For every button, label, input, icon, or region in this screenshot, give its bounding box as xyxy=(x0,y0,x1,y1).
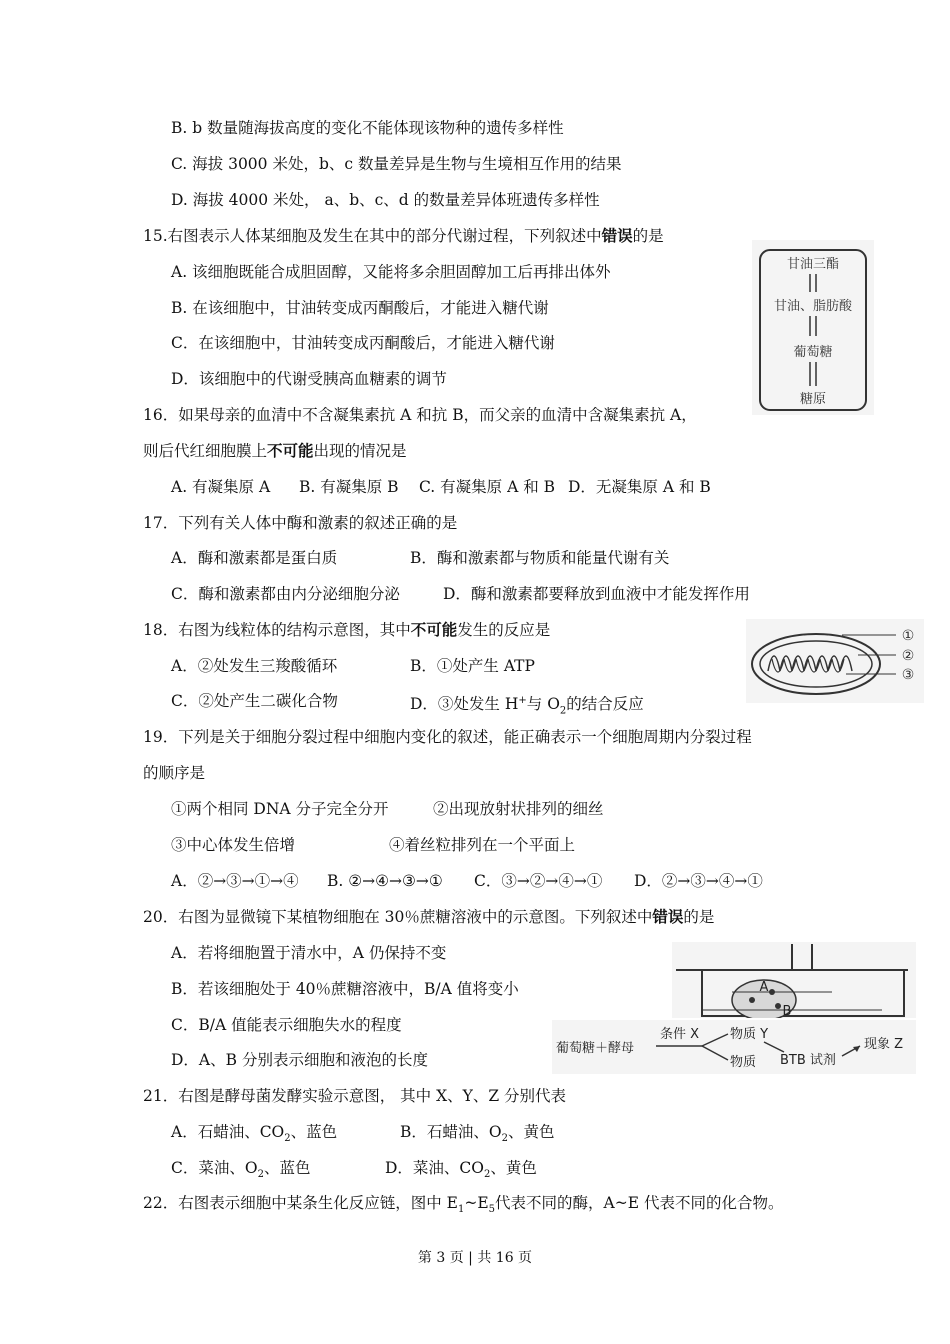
q21-option-a-sub: 2 xyxy=(284,1133,291,1145)
q20-option-b: B．若该细胞处于 40％蔗糖溶液中，B/A 值将变小 xyxy=(171,980,519,998)
q15-stem xyxy=(143,226,664,246)
q21-option-c xyxy=(171,1158,310,1185)
q17-option-a: A．酶和激素都是蛋白质 xyxy=(171,549,338,567)
q18-option-b: B．①处产生 ATP xyxy=(410,657,535,675)
q18-option-d-sup: + xyxy=(518,695,527,706)
q18-stem xyxy=(143,620,550,640)
q20-stem xyxy=(143,907,714,927)
q19-item-1: ①两个相同 DNA 分子完全分开 xyxy=(171,800,389,818)
q19-stem-line2: 的顺序是 xyxy=(143,764,206,782)
q20-option-a: A．若将细胞置于清水中，A 仍保持不变 xyxy=(171,944,447,962)
q16-option-c: C. 有凝集原 A 和 B xyxy=(419,478,556,496)
q15-fig-glucose: 葡萄糖 xyxy=(793,345,833,360)
q20-stem-tail: 的是 xyxy=(683,908,715,926)
q21-option-d-tail: 、黄色 xyxy=(490,1159,537,1177)
q18-stem-tail: 发生的反应是 xyxy=(457,621,551,639)
q14-option-b: B. b 数量随海拔高度的变化不能体现该物种的遗传多样性 xyxy=(171,119,564,137)
q18-option-d-sub: 2 xyxy=(559,705,567,717)
q18-option-d-mid: 与 O xyxy=(526,695,560,714)
q18-option-d-text: D．③处发生 H xyxy=(410,695,519,714)
q14-option-d: D. 海拔 4000 米处， a、b、c、d 的数量差异体班遗传多样性 xyxy=(171,191,600,209)
q18-fig-marker-3: ③ xyxy=(901,667,915,683)
q21-option-d-text: D．菜油、CO xyxy=(385,1159,484,1177)
q21-option-c-tail: 、蓝色 xyxy=(263,1159,311,1177)
q15-option-c: C．在该细胞中，甘油转变成丙酮酸后，才能进入糖代谢 xyxy=(171,334,555,352)
q21-option-c-sub: 2 xyxy=(257,1169,264,1181)
q16-stem-line2 xyxy=(143,441,407,461)
q20-fig-label-b: B xyxy=(782,1004,792,1018)
q21-option-c-text: C．菜油、O xyxy=(171,1159,258,1177)
q20-stem-emphasis: 错误 xyxy=(652,908,684,926)
q22-stem-text: 22．右图表示细胞中某条生化反应链，图中 E xyxy=(143,1194,458,1212)
q21-option-b xyxy=(400,1122,555,1149)
q20-stem-text: 20．右图为显微镜下某植物细胞在 30％蔗糖溶液中的示意图。下列叙述中 xyxy=(143,908,653,926)
q22-stem-mid: ~E xyxy=(464,1194,489,1212)
q21-stem: 21．右图是酵母菌发酵实验示意图， 其中 X、Y、Z 分别代表 xyxy=(143,1087,567,1105)
q21-fig-substance: 物质 xyxy=(730,1055,757,1070)
q19-item-3: ③中心体发生倍增 xyxy=(171,836,296,854)
q16-stem-tail: 出现的情况是 xyxy=(313,442,407,460)
q16-option-d: D．无凝集原 A 和 B xyxy=(568,478,711,496)
q21-fig-condition: 条件 X xyxy=(660,1027,700,1042)
q18-option-a: A．②处发生三羧酸循环 xyxy=(171,657,338,675)
q21-option-b-sub: 2 xyxy=(501,1133,508,1145)
q15-stem-text: 15.右图表示人体某细胞及发生在其中的部分代谢过程，下列叙述中 xyxy=(143,227,602,245)
q21-option-d xyxy=(385,1158,537,1185)
q18-fig-marker-2: ② xyxy=(901,648,915,664)
q21-fig-result: 现象 Z xyxy=(864,1037,904,1052)
q18-option-c: C．②处产生二碳化合物 xyxy=(171,692,338,710)
q18-fig-marker-1: ① xyxy=(901,628,915,644)
q22-sub-2: 5 xyxy=(488,1204,496,1216)
q19-item-2: ②出现放射状排列的细丝 xyxy=(433,800,604,818)
q21-fig-start: 葡萄糖＋酵母 xyxy=(556,1041,635,1056)
q15-fig-triglyceride: 甘油三酯 xyxy=(786,257,840,272)
q16-stem-line1: 16．如果母亲的血清中不含凝集素抗 A 和抗 B，而父亲的血清中含凝集素抗 A， xyxy=(143,406,697,424)
q16-option-b: B. 有凝集原 B xyxy=(299,478,399,496)
q21-fig-substance-y: 物质 Y xyxy=(730,1027,769,1042)
q15-option-b: B. 在该细胞中，甘油转变成丙酮酸后，才能进入糖代谢 xyxy=(171,299,549,317)
q21-fermentation-figure xyxy=(552,1020,916,1074)
q16-stem-emphasis: 不可能 xyxy=(267,442,314,460)
q15-stem-emphasis: 错误 xyxy=(601,227,633,245)
q19-option-b: B. ②→④→③→① xyxy=(327,872,443,890)
q22-sub-1: 1 xyxy=(457,1204,465,1216)
q20-option-c: C．B/A 值能表示细胞失水的程度 xyxy=(171,1016,402,1034)
q15-option-d: D．该细胞中的代谢受胰高血糖素的调节 xyxy=(171,370,447,388)
q20-plant-cell-figure xyxy=(672,942,916,1018)
q19-option-d: D．②→③→④→① xyxy=(634,872,763,890)
q17-stem: 17．下列有关人体中酶和激素的叙述正确的是 xyxy=(143,514,458,532)
q21-option-d-sub: 2 xyxy=(484,1169,491,1181)
q19-option-a: A．②→③→①→④ xyxy=(171,872,299,890)
q20-fig-label-a: A xyxy=(759,980,769,995)
q19-item-4: ④着丝粒排列在一个平面上 xyxy=(389,836,576,854)
q18-option-d-tail: 的结合反应 xyxy=(566,695,644,714)
q21-option-a-text: A．石蜡油、CO xyxy=(171,1123,285,1141)
q15-option-a: A. 该细胞既能合成胆固醇，又能将多余胆固醇加工后再排出体外 xyxy=(171,263,611,281)
q22-stem-tail: 代表不同的酶，A~E 代表不同的化合物。 xyxy=(495,1194,784,1212)
q21-option-b-text: B．石蜡油、O xyxy=(400,1123,502,1141)
q21-option-a xyxy=(171,1122,337,1149)
q15-metabolism-figure xyxy=(752,240,874,415)
q19-option-c: C．③→②→④→① xyxy=(474,872,603,890)
q21-option-a-tail: 、蓝色 xyxy=(290,1123,338,1141)
q18-mitochondrion-figure xyxy=(746,619,924,703)
q22-stem xyxy=(143,1193,783,1220)
q15-stem-tail: 的是 xyxy=(632,227,664,245)
q21-option-b-tail: 、黄色 xyxy=(507,1123,555,1141)
page-footer: 第 3 页 | 共 16 页 xyxy=(417,1250,533,1266)
q17-option-d: D．酶和激素都要释放到血液中才能发挥作用 xyxy=(443,585,750,603)
q15-fig-glycerol: 甘油、脂肪酸 xyxy=(773,299,853,314)
q21-fig-reagent: BTB 试剂 xyxy=(780,1053,836,1068)
q18-stem-emphasis: 不可能 xyxy=(410,621,458,639)
q18-stem-text: 18．右图为线粒体的结构示意图，其中 xyxy=(143,621,411,639)
q16-option-a: A. 有凝集原 A xyxy=(171,478,271,496)
q14-option-c: C. 海拔 3000 米处，b、c 数量差异是生物与生境相互作用的结果 xyxy=(171,155,622,173)
q19-stem-line1: 19．下列是关于细胞分裂过程中细胞内变化的叙述，能正确表示一个细胞周期内分裂过程 xyxy=(143,728,752,746)
q16-stem-text: 则后代红细胞膜上 xyxy=(143,442,268,460)
q17-option-c: C．酶和激素都由内分泌细胞分泌 xyxy=(171,585,400,603)
q15-fig-glycogen: 糖原 xyxy=(799,392,827,407)
q17-option-b: B．酶和激素都与物质和能量代谢有关 xyxy=(410,549,670,567)
q18-option-d xyxy=(410,691,644,721)
q20-option-d: D．A、B 分别表示细胞和液泡的长度 xyxy=(171,1051,428,1069)
